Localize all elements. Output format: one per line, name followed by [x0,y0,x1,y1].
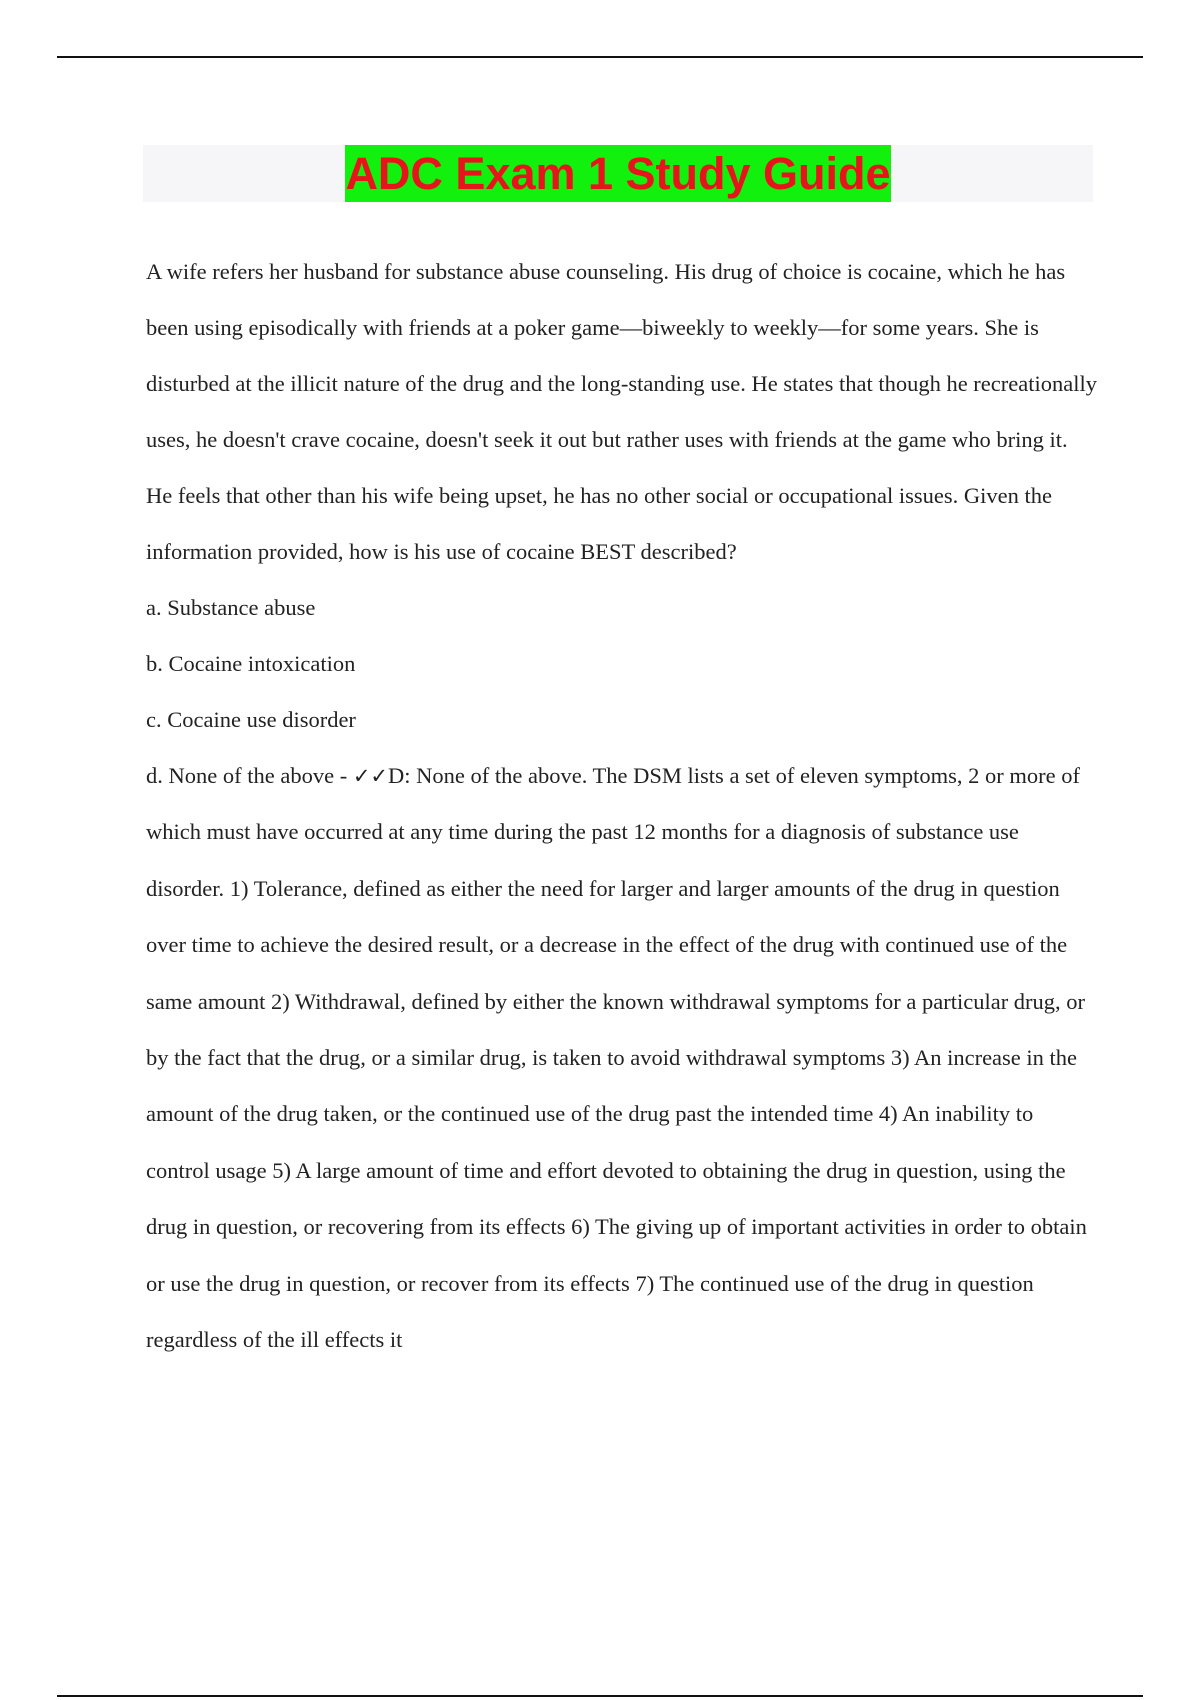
answer-text [146,748,1098,1368]
option-b: b. Cocaine intoxication [146,651,356,676]
page-title: ADC Exam 1 Study Guide [345,145,890,202]
title-band [143,145,1093,202]
option-a: a. Substance abuse [146,595,316,620]
question-text: A wife refers her husband for substance abuse counseling. His drug of choice is cocaine, which he has been using episodically with friends at a poker game—biweekly to weekly—for some years. She is disturbed at the illicit nature of the drug and the long-standing use. He states that though he recreationally uses, he doesn't crave cocaine, doesn't seek it out but rather uses with friends at the game who bring it. He feels that other than his wife being upset, he has no other social or occupational issues. Given the information provided, how is his use of cocaine BEST described? [146,259,1097,564]
checkmark-icon: ✓✓ [352,764,389,788]
answer-explanation: D: None of the above. The DSM lists a set of eleven symptoms, 2 or more of which must have occurred at any time during the past 12 months for a diagnosis of substance use disorder. 1) Tolerance, defined as either the need for larger and larger amounts of the drug in question over time to achieve the desired result, or a decrease in the effect of the drug with continued use of the same amount 2) Withdrawal, defined by either the known withdrawal symptoms for a particular drug, or by the fact that the drug, or a similar drug, is taken to avoid withdrawal symptoms 3) An increase in the amount of the drug taken, or the continued use of the drug past the intended time 4) An inability to control usage 5) A large amount of time and effort devoted to obtaining the drug in question, using the drug in question, or recovering from its effects 6) The giving up of important activities in order to obtain or use the drug in question, or recover from its effects 7) The continued use of the drug in question regardless of the ill effects it [146,763,1087,1353]
top-rule [57,56,1143,58]
bottom-rule [57,1695,1143,1697]
document-body [146,244,1098,1368]
option-c: c. Cocaine use disorder [146,707,356,732]
answer-prefix: d. None of the above - [146,763,353,788]
